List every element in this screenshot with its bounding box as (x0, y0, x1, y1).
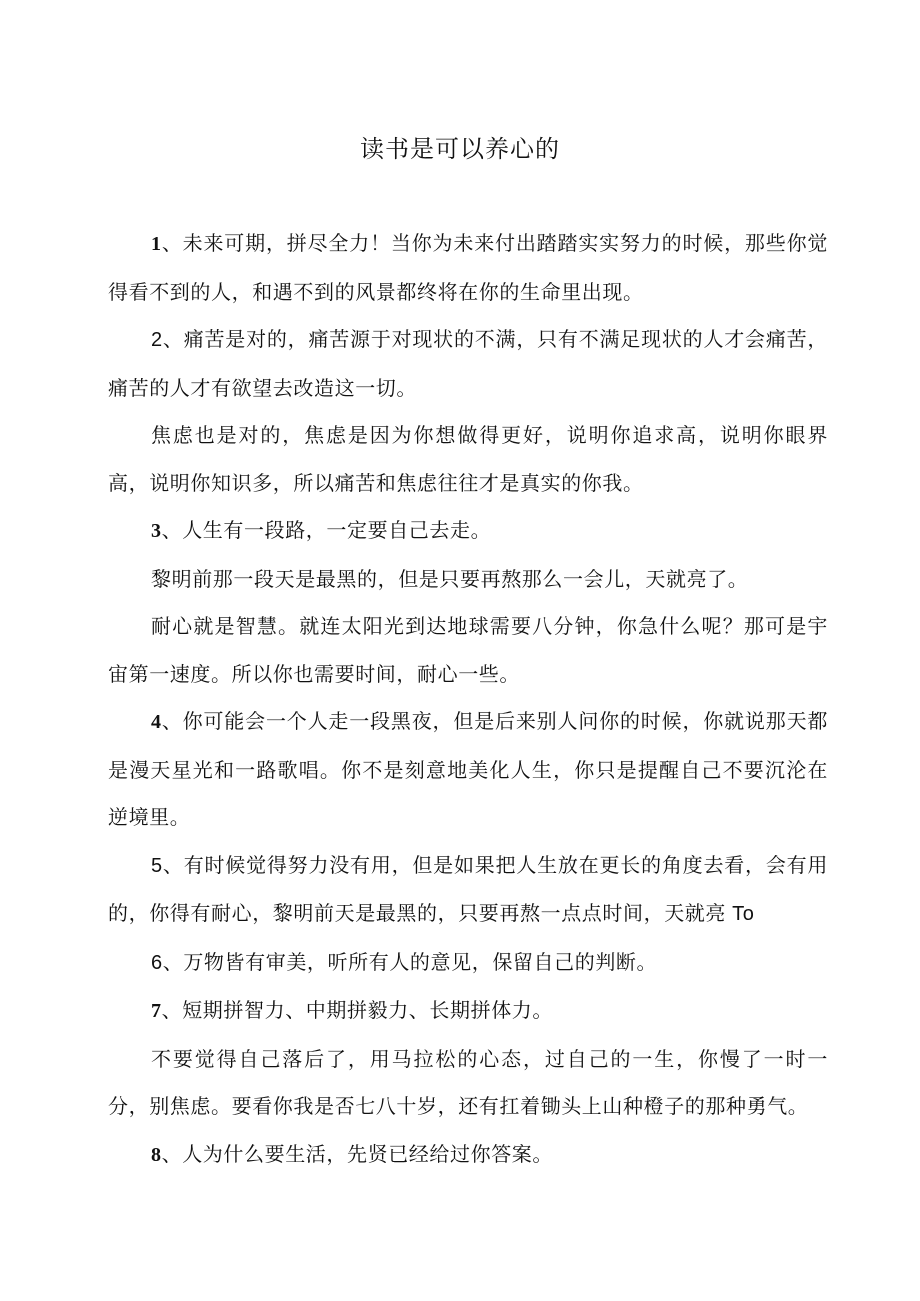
paragraph-text: 、万物皆有审美，听所有人的意见，保留自己的判断。 (162, 949, 658, 974)
paragraph-7b (108, 1036, 828, 1131)
item-number: 6 (151, 951, 163, 974)
item-number: 5 (151, 854, 163, 877)
document-body (108, 220, 828, 1179)
item-number: 8 (151, 1143, 162, 1166)
paragraph-3b (108, 556, 828, 604)
paragraph-7 (108, 987, 828, 1036)
paragraph-3 (108, 507, 828, 556)
item-number: 7 (151, 1000, 162, 1022)
paragraph-text: 、人为什么要生活，先贤已经给过你答案。 (161, 1141, 554, 1166)
paragraph-text: 耐心就是智慧。就连太阳光到达地球需要八分钟，你急什么呢？那可是宇宙第一速度。所以你也需要时间，耐心一些。 (108, 614, 828, 686)
item-number: 1 (151, 233, 162, 255)
paragraph-1 (108, 220, 828, 316)
paragraph-2 (108, 316, 828, 412)
document-title: 读书是可以养心的 (360, 135, 560, 163)
paragraph-text: 黎明前那一段天是最黑的，但是只要再熬那么一会儿，天就亮了。 (151, 566, 749, 591)
paragraph-text: 、痛苦是对的，痛苦源于对现状的不满，只有不满足现状的人才会痛苦，痛苦的人才有欲望去改造这一切。 (108, 327, 828, 400)
paragraph-text: 、你可能会一个人走一段黑夜，但是后来别人问你的时候，你就说那天都是漫天星光和一路歌唱。你不是刻意地美化人生，你只是提醒自己不要沉沦在逆境里。 (108, 709, 828, 829)
paragraph-tail: To (726, 903, 755, 925)
paragraph-5 (108, 842, 828, 939)
paragraph-text: 、未来可期，拼尽全力！当你为未来付出踏踏实实努力的时候，那些你觉得看不到的人，和遇不到的风景都终将在你的生命里出现。 (108, 231, 828, 304)
paragraph-text: 、有时候觉得努力没有用，但是如果把人生放在更长的角度去看，会有用的，你得有耐心，黎明前天是最黑的，只要再熬一点点时间，天就亮 (108, 852, 828, 925)
paragraph-2b (108, 412, 828, 507)
item-number: 3 (151, 520, 162, 542)
paragraph-text: 、人生有一段路，一定要自己去走。 (161, 518, 492, 542)
paragraph-6 (108, 939, 828, 988)
item-number: 2 (151, 329, 163, 351)
item-number: 4 (151, 711, 162, 733)
paragraph-8 (108, 1131, 828, 1180)
paragraph-text: 不要觉得自己落后了，用马拉松的心态，过自己的一生，你慢了一时一分，别焦虑。要看你我是否七八十岁，还有扛着锄头上山种橙子的那种勇气。 (108, 1046, 828, 1118)
paragraph-text: 焦虑也是对的，焦虑是因为你想做得更好，说明你追求高，说明你眼界高，说明你知识多，所以痛苦和焦虑往往才是真实的你我。 (108, 423, 828, 495)
paragraph-3c (108, 603, 828, 698)
paragraph-text: 、短期拼智力、中期拼毅力、长期拼体力。 (161, 998, 554, 1022)
paragraph-4 (108, 698, 828, 842)
